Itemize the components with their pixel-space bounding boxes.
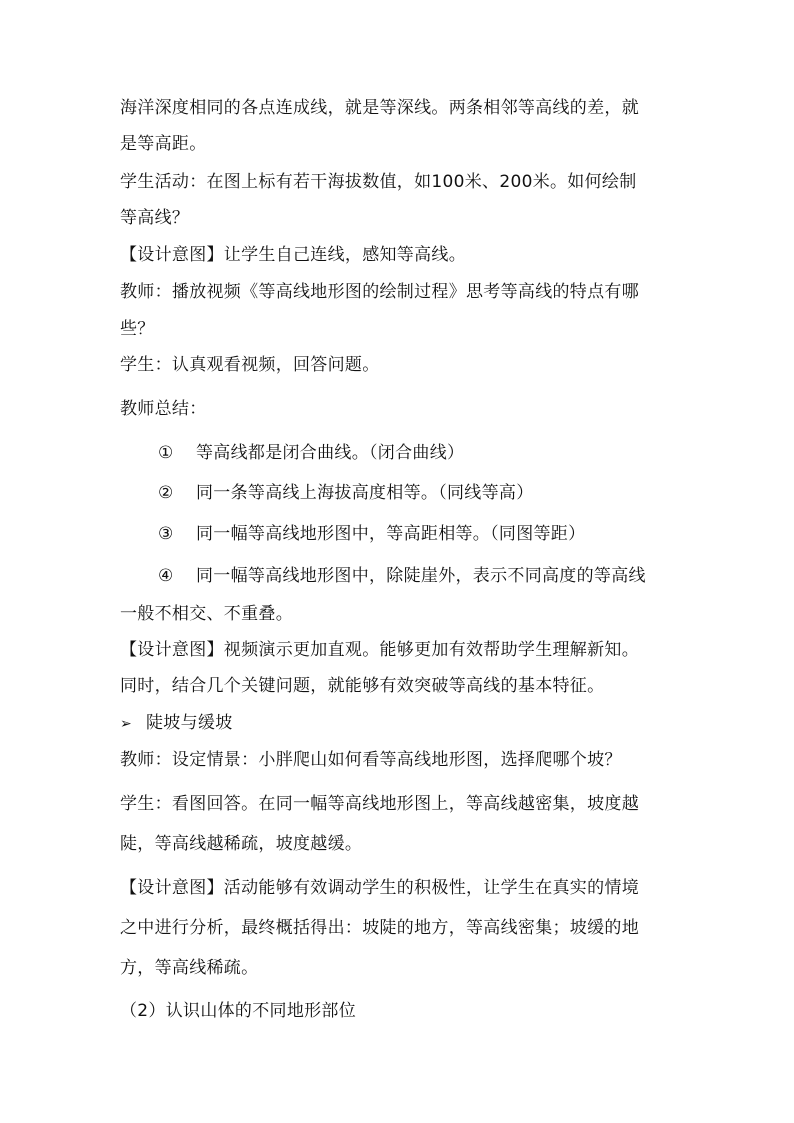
item-text: 等高线都是闭合曲线。（闭合曲线） (196, 443, 465, 463)
item-text: 同一条等高线上海拔高度相等。（同线等高） (196, 483, 534, 503)
item-number: ③ (158, 524, 174, 544)
item-text: 同一幅等高线地形图中，等高距相等。（同图等距） (196, 524, 586, 544)
summary-heading: 教师总结： (120, 399, 207, 419)
paragraph-line: 陡，等高线越稀疏，坡度越缓。 (120, 834, 363, 854)
item-number: ④ (158, 566, 174, 586)
paragraph-line: 同时，结合几个关键问题，就能够有效突破等高线的基本特征。 (120, 676, 605, 696)
paragraph-line: 一般不相交、不重叠。 (120, 604, 293, 624)
paragraph-line: 些？ (120, 319, 155, 339)
summary-item (158, 481, 728, 505)
item-text: 同一幅等高线地形图中，除陡崖外，表示不同高度的等高线 (196, 566, 646, 586)
paragraph-line: 学生活动：在图上标有若干海拔数值，如100米、200米。如何绘制 (120, 172, 637, 192)
paragraph-line: 是等高距。 (120, 134, 207, 154)
summary-item (158, 522, 728, 546)
design-intent-line: 【设计意图】让学生自己连线，感知等高线。 (120, 245, 466, 265)
paragraph-line: 之中进行分析，最终概括得出：坡陡的地方，等高线密集；坡缓的地 (120, 918, 639, 938)
arrow-bullet-icon: ➢ (120, 716, 133, 732)
paragraph-line: 学生：认真观看视频，回答问题。 (120, 355, 380, 375)
paragraph-line: 学生：看图回答。在同一幅等高线地形图上，等高线越密集，坡度越 (120, 794, 639, 814)
paragraph-line: 方，等高线稀疏。 (120, 958, 259, 978)
design-intent-line: 【设计意图】活动能够有效调动学生的积极性，让学生在真实的情境 (120, 878, 639, 898)
paragraph-line: 海洋深度相同的各点连成线，就是等深线。两条相邻等高线的差，就 (120, 98, 639, 118)
item-number: ② (158, 483, 174, 503)
item-number: ① (158, 443, 174, 463)
summary-item (158, 441, 728, 465)
paragraph-line: 等高线？ (120, 208, 190, 228)
section-title: 陡坡与缓坡 (146, 713, 233, 733)
subsection-heading: （2）认识山体的不同地形部位 (120, 1001, 357, 1021)
paragraph-line: 教师：设定情景：小胖爬山如何看等高线地形图，选择爬哪个坡？ (120, 750, 622, 770)
summary-item (158, 564, 728, 588)
paragraph-line: 教师：播放视频《等高线地形图的绘制过程》思考等高线的特点有哪 (120, 282, 639, 302)
design-intent-line: 【设计意图】视频演示更加直观。能够更加有效帮助学生理解新知。 (120, 640, 639, 660)
section-heading (120, 711, 690, 735)
